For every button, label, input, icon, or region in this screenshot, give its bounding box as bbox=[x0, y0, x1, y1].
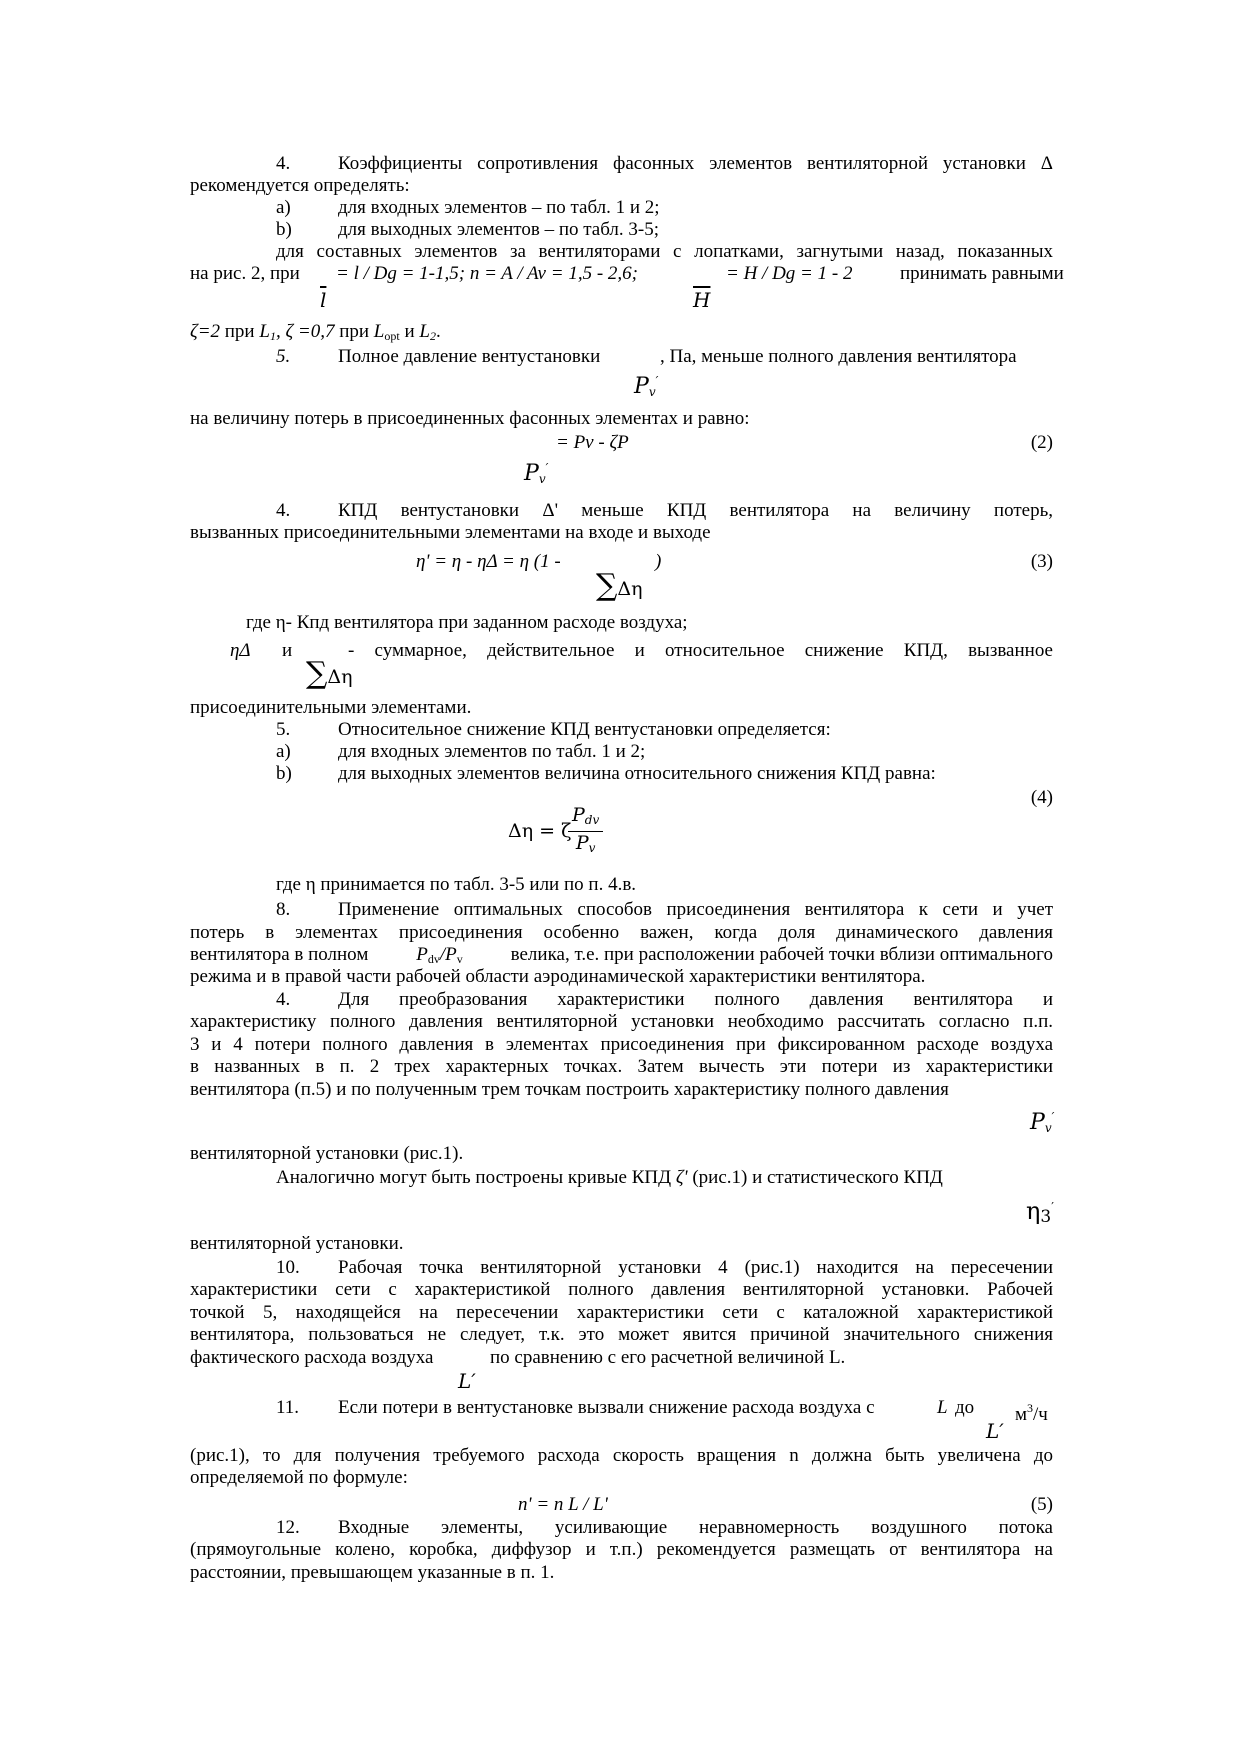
sigma-symbol: ∑ bbox=[596, 568, 618, 603]
paragraph-line: вентиляторной установки (рис.1). bbox=[190, 1143, 464, 1164]
symbol: L bbox=[937, 1397, 948, 1418]
paragraph-line: вентилятора, пользоваться не следует, т.к. это может явится причиной значительного снижения bbox=[190, 1324, 1053, 1345]
item-number: 4. bbox=[276, 989, 291, 1010]
symbol: Δη bbox=[327, 666, 353, 688]
paragraph-line: в названных в п. 2 трех характерных точках. Затем вычесть эти потери из характеристики bbox=[190, 1056, 1053, 1077]
subscript: opt bbox=[384, 329, 400, 343]
symbol: Δη bbox=[617, 578, 643, 600]
item-number: 8. bbox=[276, 899, 291, 920]
paragraph-line: Для преобразования характеристики полного давления вентилятора и bbox=[338, 989, 1053, 1010]
equation: n' = n L / L' bbox=[518, 1494, 608, 1515]
text-fragment: на рис. 2, при bbox=[190, 263, 300, 284]
symbol: P bbox=[572, 804, 585, 826]
list-marker: b) bbox=[276, 219, 292, 240]
text-fragment: и bbox=[404, 321, 415, 342]
equation: η' = η - ηΔ = η (1 - bbox=[416, 551, 561, 572]
text-fragment: велика, т.е. при расположении рабочей точки вблизи оптимального bbox=[510, 944, 1053, 965]
text-fragment: вентилятора в полном bbox=[190, 944, 369, 965]
paragraph-line bbox=[276, 1167, 943, 1189]
equation-lhs: Δη = ζ bbox=[508, 820, 572, 842]
symbol: η bbox=[1026, 1197, 1041, 1225]
paragraph-line: вентиляторной установки. bbox=[190, 1233, 404, 1254]
text-fragment: /ч bbox=[1033, 1404, 1048, 1425]
equation-number: (3) bbox=[1030, 551, 1053, 572]
l-bar-symbol: $\overline{l}$ bbox=[320, 288, 327, 312]
text-fragment: (рис.1) и статистического КПД bbox=[692, 1167, 943, 1188]
symbol: ηΔ bbox=[230, 640, 251, 661]
paragraph-line: точкой 5, находящейся на пересечении характеристики сети с каталожной характеристикой bbox=[190, 1302, 1053, 1323]
formula-inline: = l / Dg = 1-1,5; n = A / Av = 1,5 - 2,6; bbox=[336, 263, 638, 284]
item-number: 4. bbox=[276, 500, 291, 521]
paragraph-line: Коэффициенты сопротивления фасонных элементов вентиляторной установки Δ bbox=[338, 153, 1053, 174]
paragraph-line: потерь в элементах присоединения особенно важен, когда доля динамического давления bbox=[190, 922, 1053, 943]
paragraph-line: где η принимается по табл. 3-5 или по п. 4.в. bbox=[276, 874, 637, 895]
subscript: 2 bbox=[429, 329, 436, 343]
subscript: v bbox=[588, 841, 596, 855]
text-fragment: при bbox=[224, 321, 255, 342]
equation-paren: ) bbox=[655, 551, 662, 572]
paragraph-line: Рабочая точка вентиляторной установки 4 (рис.1) находится на пересечении bbox=[338, 1257, 1053, 1278]
denominator bbox=[568, 832, 603, 859]
formula-inline: ζ=2 bbox=[190, 321, 221, 342]
symbol: L bbox=[419, 321, 430, 342]
paragraph-line: характеристики сети с характеристикой полного давления вентиляторной установки. Рабочей bbox=[190, 1279, 1053, 1300]
paragraph-line: рекомендуется определять: bbox=[190, 175, 410, 196]
numerator bbox=[568, 804, 603, 832]
list-item: для входных элементов – по табл. 1 и 2; bbox=[338, 197, 660, 218]
text-fragment: . bbox=[435, 321, 441, 342]
item-number: 10. bbox=[276, 1257, 300, 1278]
paragraph-line: для составных элементов за вентиляторами с лопатками, загнутыми назад, показанных bbox=[276, 241, 1053, 262]
symbol: P bbox=[575, 832, 589, 854]
symbol: L bbox=[259, 321, 270, 342]
prime: ′ bbox=[1051, 1200, 1054, 1214]
equation-number: (2) bbox=[1030, 432, 1053, 453]
paragraph-line: 3 и 4 потери полного давления в элементах присоединения при фиксированном расходе воздуха bbox=[190, 1034, 1053, 1055]
symbol: L bbox=[373, 321, 385, 342]
paragraph-line: где η- Кпд вентилятора при заданном расходе воздуха; bbox=[246, 612, 688, 633]
superscript: 3 bbox=[1027, 1401, 1034, 1415]
paragraph-line: - суммарное, действительное и относительное снижение КПД, вызванное bbox=[348, 640, 1053, 661]
list-item: для выходных элементов величина относительного снижения КПД равна: bbox=[338, 763, 936, 784]
subscript: dv bbox=[584, 813, 600, 827]
text-fragment: при bbox=[339, 321, 370, 342]
subscript: dv bbox=[427, 952, 440, 966]
paragraph-line: Относительное снижение КПД вентустановки определяется: bbox=[338, 719, 831, 740]
item-number: 5. bbox=[276, 719, 291, 740]
symbol: /P bbox=[439, 944, 457, 965]
paragraph-line: определяемой по формуле: bbox=[190, 1467, 408, 1488]
equation: = Pv - ζP bbox=[556, 432, 629, 453]
sum-delta-eta bbox=[596, 568, 643, 603]
text-fragment: принимать равными bbox=[900, 263, 1064, 284]
paragraph-line: расстоянии, превышающем указанные в п. 1. bbox=[190, 1562, 555, 1583]
equation-number: (4) bbox=[1030, 787, 1053, 808]
sum-delta-eta bbox=[306, 656, 353, 691]
paragraph-line bbox=[190, 321, 441, 347]
symbol: P bbox=[524, 461, 539, 486]
symbol: P bbox=[1030, 1110, 1045, 1135]
subscript: v bbox=[538, 472, 546, 486]
text-fragment: Аналогично могут быть построены кривые КПД bbox=[276, 1167, 672, 1188]
l-prime-symbol: L′ bbox=[458, 1369, 476, 1393]
prime: ′ bbox=[1051, 1110, 1055, 1124]
paragraph-line: присоединительными элементами. bbox=[190, 697, 472, 718]
subscript: v bbox=[648, 385, 656, 399]
h-bar-symbol: $\overline{H}$ bbox=[693, 288, 711, 312]
subscript: v bbox=[456, 952, 463, 966]
list-item: для выходных элементов – по табл. 3-5; bbox=[338, 219, 659, 240]
list-marker: a) bbox=[276, 197, 291, 218]
text-fragment: до bbox=[955, 1397, 975, 1418]
paragraph-line: (рис.1), то для получения требуемого расхода скорость вращения n должна быть увеличена до bbox=[190, 1445, 1053, 1466]
symbol: P bbox=[416, 944, 428, 965]
unit bbox=[1015, 1397, 1048, 1426]
list-marker: b) bbox=[276, 763, 292, 784]
paragraph-line: на величину потерь в присоединенных фасонных элементах и равно: bbox=[190, 408, 750, 429]
eta3-prime-symbol bbox=[1026, 1197, 1054, 1227]
paragraph-line: характеристику полного давления вентиляторной установки необходимо рассчитать согласно п.п. bbox=[190, 1011, 1053, 1032]
paragraph-line: Применение оптимальных способов присоединения вентилятора к сети и учет bbox=[338, 899, 1053, 920]
text-fragment: м bbox=[1015, 1404, 1028, 1425]
symbol: P bbox=[634, 374, 649, 399]
pv-prime-symbol bbox=[524, 461, 548, 486]
paragraph-line: Входные элементы, усиливающие неравномерность воздушного потока bbox=[338, 1517, 1053, 1538]
equation-number: (5) bbox=[1030, 1494, 1053, 1515]
l-prime-symbol: L′ bbox=[986, 1419, 1004, 1443]
item-number: 12. bbox=[276, 1517, 300, 1538]
subscript: v bbox=[1044, 1121, 1052, 1135]
prime: ′ bbox=[545, 461, 549, 475]
pv-prime-symbol bbox=[634, 374, 658, 399]
text-fragment: по сравнению с его расчетной величиной L. bbox=[490, 1347, 846, 1368]
list-item: для входных элементов по табл. 1 и 2; bbox=[338, 741, 646, 762]
list-marker: a) bbox=[276, 741, 291, 762]
sigma-symbol: ∑ bbox=[306, 656, 328, 691]
text-fragment: Полное давление вентустановки bbox=[338, 346, 601, 367]
paragraph-line: (прямоугольные колено, коробка, диффузор и т.п.) рекомендуется размещать от вентилятора на bbox=[190, 1539, 1053, 1560]
text-fragment: и bbox=[282, 640, 293, 661]
formula-inline: = H / Dg = 1 - 2 bbox=[726, 263, 853, 284]
text-fragment: Если потери в вентустановке вызвали снижение расхода воздуха с bbox=[338, 1397, 875, 1418]
paragraph-line: режима и в правой части рабочей области аэродинамической характеристики вентилятора. bbox=[190, 966, 926, 987]
item-number: 5. bbox=[276, 346, 291, 367]
prime: ′ bbox=[655, 374, 659, 388]
subscript: 3 bbox=[1040, 1207, 1052, 1227]
paragraph-line: вентилятора (п.5) и по полученным трем точкам построить характеристику полного давления bbox=[190, 1079, 949, 1100]
fraction bbox=[568, 804, 603, 859]
item-number: 11. bbox=[276, 1397, 300, 1418]
subscript: 1 bbox=[269, 329, 276, 343]
paragraph-line: КПД вентустановки Δ' меньше КПД вентилятора на величину потерь, bbox=[338, 500, 1053, 521]
text-fragment: фактического расхода воздуха bbox=[190, 1347, 434, 1368]
pv-prime-symbol bbox=[1030, 1110, 1054, 1135]
paragraph-line: вызванных присоединительными элементами на входе и выходе bbox=[190, 522, 711, 543]
formula-inline: , ζ =0,7 bbox=[275, 321, 335, 342]
symbol: ζ' bbox=[675, 1167, 688, 1188]
text-fragment: , Па, меньше полного давления вентилятора bbox=[660, 346, 1017, 367]
item-number: 4. bbox=[276, 153, 291, 174]
